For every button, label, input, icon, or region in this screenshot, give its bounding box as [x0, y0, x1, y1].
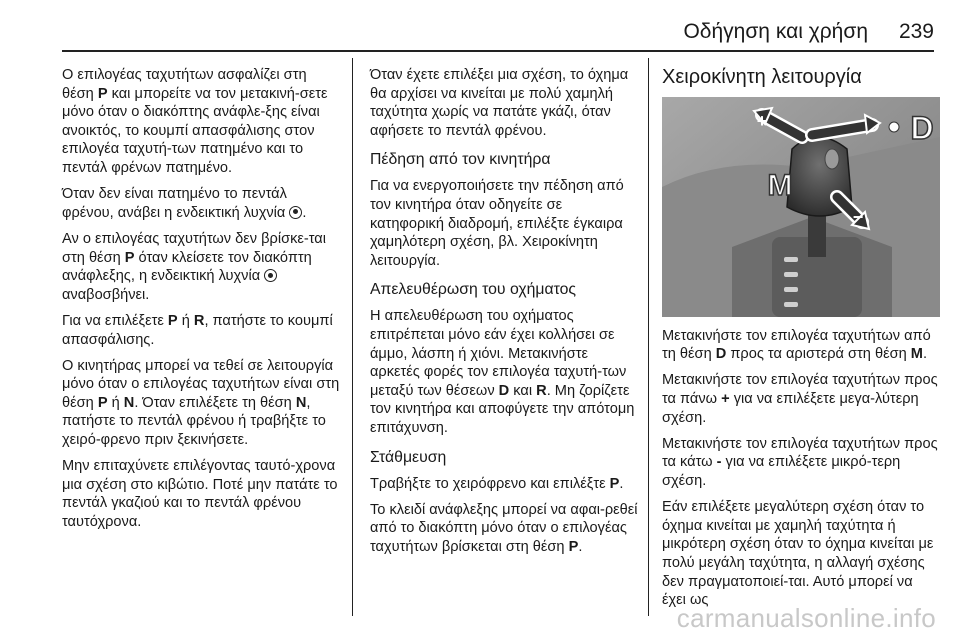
column-1 [62, 66, 342, 539]
figure-label-d: D [910, 109, 934, 146]
paragraph: Ο επιλογέας ταχυτήτων ασφαλίζει στη θέση P και μπορείτε να τον μετακινή-σετε μόνο όταν ο διακόπτης ανάφλε-ξης είναι ανοικτός, το κουμπί απασφάλισης στον επιλογέα ταχυτή-των πατημένο και το πεντάλ φρένων πατημένο. [62, 67, 328, 176]
bold-term: P [609, 475, 620, 492]
bold-term: - [716, 454, 722, 471]
paragraph: Το κλειδί ανάφλεξης μπορεί να αφαι-ρεθεί από το διακόπτη μόνο όταν ο επιλογέας ταχυτήτων βρίσκεται στη θέση P. [370, 501, 638, 555]
paragraph: Μετακινήστε τον επιλογέα ταχυτήτων προς τα πάνω + για να επιλέξετε μεγα-λύτερη σχέση. [662, 372, 938, 426]
paragraph: Όταν έχετε επιλέξει μια σχέση, το όχημα θα αρχίσει να κινείται με πολύ χαμηλή ταχύτητα χωρίς να πατάτε γκάζι, όταν αφήσετε το πεντάλ φρένου. [370, 67, 629, 139]
bold-term: D [498, 382, 510, 399]
figure-label-minus: − [852, 206, 864, 227]
figure-label-plus: + [756, 110, 768, 131]
bold-term: M [910, 346, 923, 363]
bold-term: P [167, 312, 178, 329]
paragraph: Η απελευθέρωση του οχήματος επιτρέπεται μόνο εάν έχει κολλήσει σε άμμο, λάσπη ή χιόνι. Μετακινήστε αρκετές φορές τον επιλογέα ταχυτή-των μεταξύ των θέσεων D και R. Μη ζορίζετε τον κινητήρα και αποφύγετε την απότομη επιτάχυνση. [370, 308, 635, 436]
figure-label-m: M [767, 168, 793, 202]
column-3-paragraphs [662, 327, 940, 610]
page-number: 239 [898, 20, 934, 43]
bold-term: R [536, 382, 547, 399]
bold-term: P [97, 394, 108, 411]
paragraph: Τραβήξτε το χειρόφρενο και επιλέξτε P. [370, 475, 624, 492]
paragraph: Μετακινήστε τον επιλογέα ταχυτήτων από τη θέση D προς τα αριστερά στη θέση M. [662, 327, 931, 363]
column-divider-1 [352, 58, 353, 616]
bold-term: R [193, 312, 205, 329]
paragraph: Μην επιταχύνετε επιλέγοντας ταυτό-χρονα μια σχέση στο κιβώτιο. Ποτέ μην πατάτε το πεντάλ γκαζιού και το πεντάλ φρένου ταυτόχρονα. [62, 458, 338, 531]
paragraph: Για να ενεργοποιήσετε την πέδηση από τον κινητήρα όταν οδηγείτε σε κατηφορική διαδρομή, επιλέξτε έγκαιρα χαμηλότερη σχέση, βλ. Χειροκίνητη λειτουργία. [370, 178, 624, 269]
column-divider-2 [648, 58, 649, 616]
paragraph: Ο κινητήρας μπορεί να τεθεί σε λειτουργία μόνο όταν ο επιλογέας ταχυτήτων είναι στη θέση P ή N. Όταν επιλέξετε τη θέση N, πατήστε το πεντάλ φρένου ή τραβήξτε το χειρό-φρενο πριν ξεκινήσετε. [62, 357, 340, 449]
paragraph: Όταν δεν είναι πατημένο το πεντάλ φρένου, ανάβει η ενδεικτική λυχνία . [62, 186, 307, 221]
bold-term: P [97, 85, 108, 102]
section-heading-manual-mode: Χειροκίνητη λειτουργία [662, 66, 862, 88]
header-rule [62, 50, 934, 52]
column-3 [662, 66, 940, 617]
bold-term: N [295, 394, 307, 411]
header-title: Οδήγηση και χρήση [683, 20, 868, 43]
bold-term: D [715, 346, 727, 363]
subsection-heading: Στάθμευση [370, 448, 447, 466]
page-header [62, 18, 934, 48]
column-2 [370, 66, 638, 564]
watermark: carmanualsonline.info [676, 603, 936, 633]
paragraph: Για να επιλέξετε P ή R, πατήστε το κουμπί απασφάλισης. [62, 312, 333, 348]
subsection-heading: Απελευθέρωση του οχήματος [370, 281, 577, 299]
bold-term: P [568, 538, 579, 555]
bold-term: N [123, 394, 135, 411]
bold-term: P [124, 249, 135, 266]
paragraph: Μετακινήστε τον επιλογέα ταχυτήτων προς τα κάτω - για να επιλέξετε μικρό-τερη σχέση. [662, 435, 938, 489]
bold-term: + [721, 390, 730, 407]
paragraph: Αν ο επιλογέας ταχυτήτων δεν βρίσκε-ται στη θέση P όταν κλείσετε τον διακόπτη ανάφλεξης, η ενδεικτική λυχνία αναβοσβήνει. [62, 230, 326, 303]
brake-pedal-lamp-icon [264, 269, 277, 282]
gear-selector-figure [662, 97, 940, 317]
paragraph: Εάν επιλέξετε μεγαλύτερη σχέση όταν το όχημα κινείται με χαμηλή ταχύτητα ή μικρότερη σχέση όταν το όχημα κινείται με πολύ μεγάλη ταχύτητα, η αλλαγή σχέσης δεν πραγματοποιεί-ται. Αυτό μπορεί να έχει ως [662, 499, 934, 609]
brake-pedal-lamp-icon [289, 206, 302, 219]
subsection-heading: Πέδηση από τον κινητήρα [370, 151, 551, 169]
